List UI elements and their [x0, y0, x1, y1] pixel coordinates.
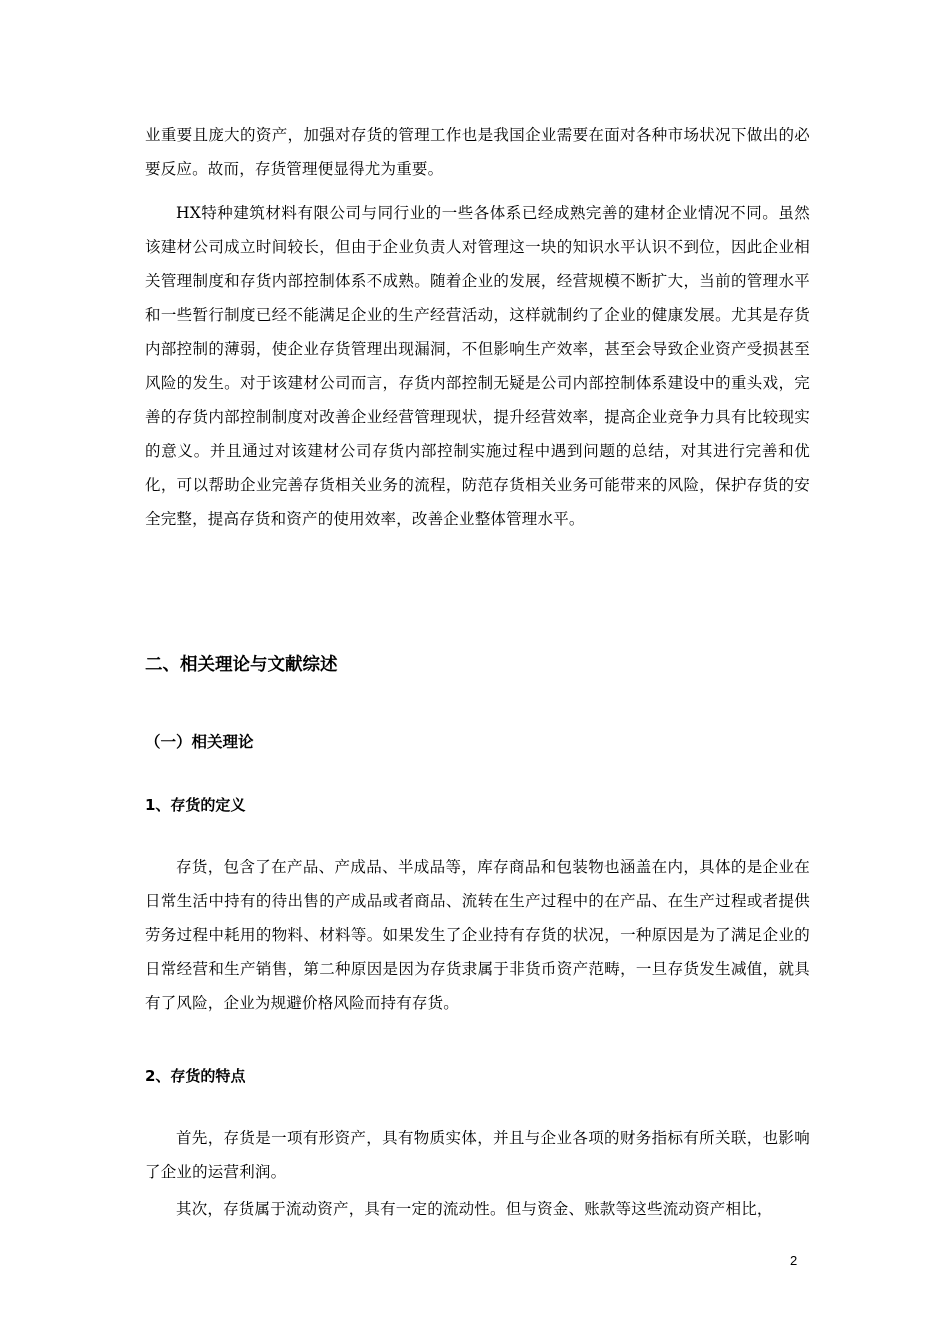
body-paragraph-continuation: 业重要且庞大的资产，加强对存货的管理工作也是我国企业需要在面对各种市场状况下做出的必要反应。故而，存货管理便显得尤为重要。 [145, 126, 810, 178]
body-paragraph-company-background: HX特种建筑材料有限公司与同行业的一些各体系已经成熟完善的建材企业情况不同。虽然该建材公司成立时间较长，但由于企业负责人对管理这一块的知识水平认识不到位，因此企业相关管理制度和存货内部控制体系不成熟。随着企业的发展，经营规模不断扩大，当前的管理水平和一些暂行制度已经不能满足企业的生产经营活动，这样就制约了企业的健康发展。尤其是存货内部控制的薄弱，使企业存货管理出现漏洞，不但影响生产效率，甚至会导致企业资产受损甚至风险的发生。对于该建材公司而言，存货内部控制无疑是公司内部控制体系建设中的重头戏，完善的存货内部控制制度对改善企业经营管理现状，提升经营效率，提高企业竞争力具有比较现实的意义。并且通过对该建材公司存货内部控制实施过程中遇到问题的总结，对其进行完善和优化，可以帮助企业完善存货相关业务的流程，防范存货相关业务可能带来的风险，保护存货的安全完整，提高存货和资产的使用效率，改善企业整体管理水平。 [145, 204, 810, 528]
body-paragraph-characteristic-first: 首先，存货是一项有形资产，具有物质实体，并且与企业各项的财务指标有所关联，也影响了企业的运营利润。 [145, 1129, 810, 1181]
item-heading-inventory-definition: 1、存货的定义 [145, 796, 246, 814]
item-heading-inventory-characteristics: 2、存货的特点 [145, 1067, 246, 1085]
subsection-heading: （一）相关理论 [145, 733, 254, 751]
body-paragraph-characteristic-second: 其次，存货属于流动资产，具有一定的流动性。但与资金、账款等这些流动资产相比， [176, 1200, 773, 1218]
body-paragraph-inventory-definition: 存货，包含了在产品、产成品、半成品等，库存商品和包装物也涵盖在内，具体的是企业在日常生活中持有的待出售的产成品或者商品、流转在生产过程中的在产品、在生产过程或者提供劳务过程中耗用的物料、材料等。如果发生了企业持有存货的状况，一种原因是为了满足企业的日常经营和生产销售，第二种原因是因为存货隶属于非货币资产范畴，一旦存货发生减值，就具有了风险，企业为规避价格风险而持有存货。 [145, 858, 810, 1012]
section-heading: 二、相关理论与文献综述 [145, 655, 338, 675]
page-number: 2 [790, 1253, 798, 1268]
